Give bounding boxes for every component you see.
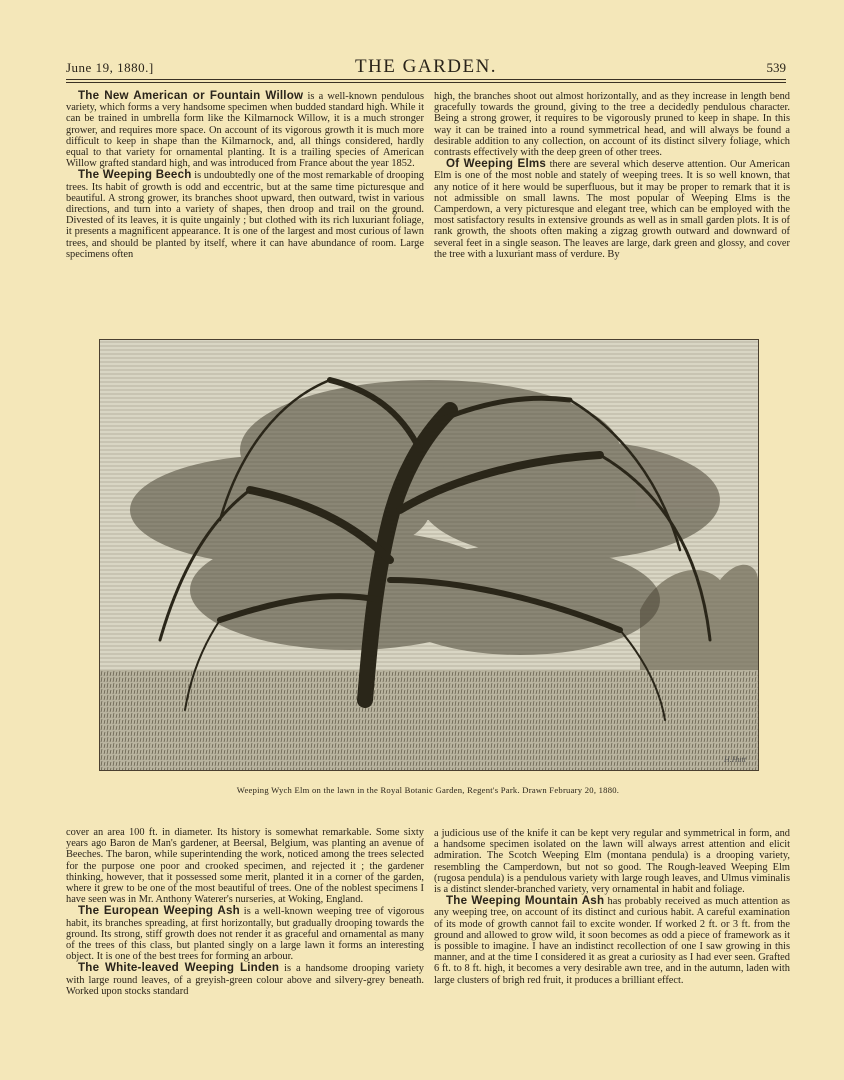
header-rule-top [66, 79, 786, 80]
paragraph-body: is undoubtedly one of the most remarkable of drooping trees. Its habit of growth is odd and eccentric, but at the same time picturesque and beautiful. A strong grower, its branches shoot upward, then outward, twist in various directions, and turn into a variety of shapes, then droop and trail on the ground. Divested of its leaves, it is quite ungainly ; but clothed with its rich luxuriant foliage, it presents a magnificent appearance. It is one of the largest and most curious of lawn trees, and should be planted by itself, where it can have abundance of room. Large specimens often [66, 170, 424, 260]
paragraph-weeping-elms [434, 158, 790, 260]
paragraph-heading: The European Weeping Ash [78, 904, 240, 918]
paragraph-body: is a well-known pendulous variety, which forms a very handsome specimen when budded standard high. While it can be trained in umbrella form like the Kilmarnock Willow, it is a much stronger grower, and requires more space. On account of its vigorous growth it is much more difficult to keep in shape than the Kilmarnock, and, all things considered, hardly equal to that variety for ornamental planting. It is a trailing species of American Willow grafted standard high, and was introduced from France about the year 1852. [66, 91, 424, 170]
paragraph-continued [434, 91, 790, 158]
page-number: 539 [766, 60, 786, 75]
issue-date: June 19, 1880.] [66, 60, 154, 75]
paragraph-body: has probably received as much attention as any weeping tree, on account of its distinct and curious habit. A careful examination of its mode of growth cannot fail to excite wonder. If worked 2 ft. or 3 ft. from the ground and allowed to grow wild, it soon becomes as odd a piece of framework as it is possible to imagine. I have an indistinct recollection of one I saw growing in this manner, and at the time I considered it as great a curiosity as I had ever seen. Grafted 6 ft. to 8 ft. high, it becomes a very desirable awn tree, and in the autumn, laden with large clusters of brigh red fruit, it produces a brilliant effect. [434, 896, 790, 986]
paragraph-fountain-willow [66, 90, 424, 169]
illustration-caption: Weeping Wych Elm on the lawn in the Royal Botanic Garden, Regent's Park. Drawn February 20, 1880. [236, 785, 620, 795]
paragraph-body: a judicious use of the knife it can be kept very regular and symmetrical in form, and a handsome specimen isolated on the lawn will always arrest attention and elicit admiration. The Scotch Weeping Elm (montana pendula) is a drooping variety, resembling the Camperdown, but not so good. The Rough-leaved Weeping Elm (rugosa pendula) is a pendulous variety with large rough leaves, and Ulmus viminalis is a distinct slender-branched variety, very ornamental in habit and foliage. [434, 828, 790, 896]
paragraph-body: is a handsome drooping variety with large round leaves, of a greyish-green colour above and silvery-grey beneath. Worked upon stocks standard [66, 963, 425, 997]
header-rule-bottom [66, 82, 786, 83]
paragraph-heading: Of Weeping Elms [446, 157, 547, 171]
column-top-left [66, 90, 424, 260]
paragraph-european-ash [66, 905, 424, 962]
paragraph-heading: The New American or Fountain Willow [78, 89, 304, 102]
paragraph-body: there are several which deserve attention. Our American Elm is one of the most noble and stately of weeping trees. It is so well known, that any notice of it here would be superfluous, but it may be proper to remark that it is not admissible on small lawns. The most popular of Weeping Elms is the Camperdown, a very picturesque and elegant tree, which can be employed with the most satisfactory results in extensive grounds as well as in small garden plots. It is of rank growth, the shoots often making a zigzag growth outward and downward of several feet in a single season. The leaves are large, dark green and glossy, and cover the tree with a luxuriant mass of verdure. By [434, 159, 790, 260]
paragraph-continued [434, 828, 790, 895]
paragraph-body: is a well-known weeping tree of vigorous habit, its branches spreading, at first horizontally, but gradually drooping towards the ground. Its strong, stiff growth does not render it as graceful and ornamental as many of the trees of this class, but planted singly on a large lawn it forms an interesting object. It is one of the best trees for forming an arbour. [66, 906, 424, 963]
weeping-elm-engraving [99, 339, 759, 771]
engraver-signature: H.Hutt [724, 755, 746, 764]
paragraph-body: cover an area 100 ft. in diameter. Its history is somewhat remarkable. Some sixty years ago Baron de Man's gardener, at Beersal, Belgium, was planting an avenue of Beeches. The baron, while superintending the work, noticed among the trees selected for the purpose one poor and crooked specimen, and rejected it ; the gardener thinking, however, that it possessed some merit, planted it in a corner of the garden, where it grew to be one of the most beautiful of trees. One of the noblest specimens I have seen was in Mr. Anthony Waterer's nurseries, at Woking, England. [66, 827, 424, 906]
paragraph-heading: The White-leaved Weeping Linden [78, 961, 280, 975]
paragraph-continued [66, 827, 424, 905]
paragraph-heading: The Weeping Beech [78, 168, 192, 182]
paragraph-white-linden [66, 962, 424, 997]
column-top-right [434, 91, 790, 260]
paragraph-weeping-beech [66, 169, 424, 260]
column-bottom-right [434, 828, 790, 986]
column-bottom-left [66, 827, 424, 997]
paragraph-heading: The Weeping Mountain Ash [446, 894, 605, 908]
engraving-drawing [100, 340, 758, 770]
page-header [66, 56, 786, 80]
paragraph-body: high, the branches shoot out almost horizontally, and as they increase in length bend gracefully towards the ground, giving to the tree a decidedly pendulous character. Being a strong grower, it requires to be vigorously pruned to keep in shape. In this way it can be trained into a round symmetrical head, and will always be found a desirable addition to any collection, on account of its distinct silvery foliage, which contrasts effectively with the deep green of other trees. [434, 91, 790, 159]
paragraph-mountain-ash [434, 895, 790, 986]
publication-title: THE GARDEN. [354, 56, 498, 77]
